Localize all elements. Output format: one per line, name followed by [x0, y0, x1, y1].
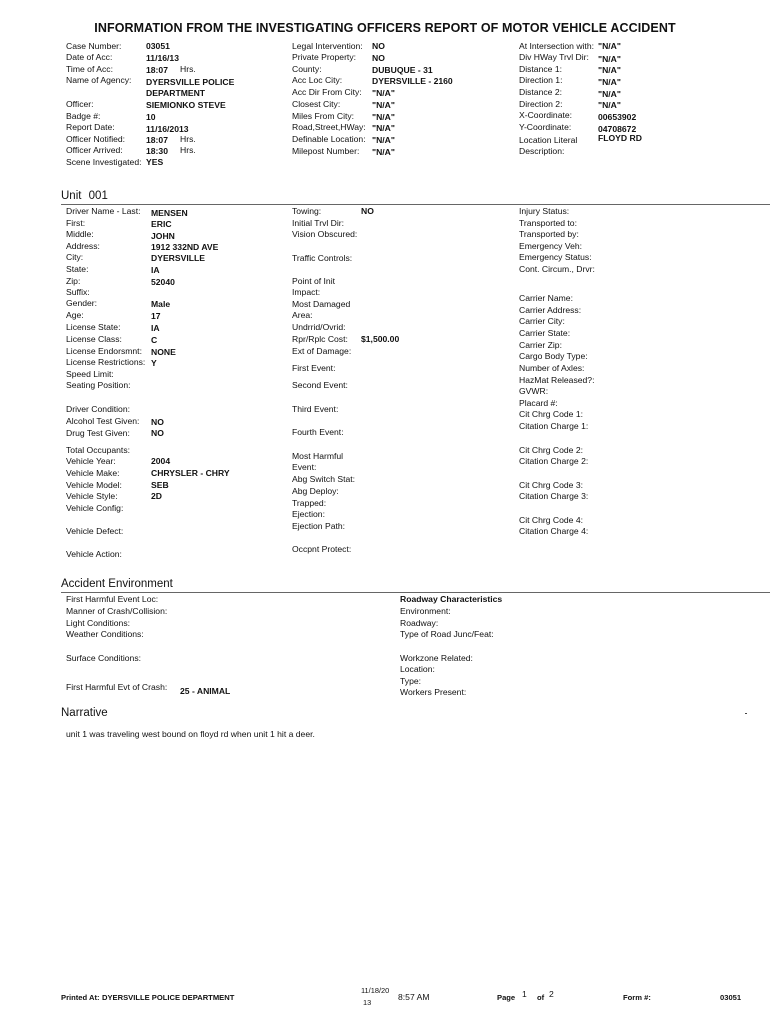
location-label: Location: [400, 664, 435, 674]
direction1-value: "N/A" [598, 77, 621, 87]
drug-test-label: Drug Test Given: [66, 428, 130, 438]
vehicle-model-label: Vehicle Model: [66, 480, 122, 490]
emergency-status-label: Emergency Status: [519, 252, 592, 262]
ejection-label: Ejection: [292, 509, 325, 519]
miles-from-city-label: Miles From City: [292, 111, 355, 121]
definable-location-value: "N/A" [372, 135, 395, 145]
gvwr-label: GVWR: [519, 386, 549, 396]
vehicle-style-value: 2D [151, 491, 162, 501]
vehicle-year-value: 2004 [151, 456, 171, 466]
roadway-label: Roadway: [400, 618, 439, 628]
vehicle-year-label: Vehicle Year: [66, 456, 116, 466]
scene-investigated-label: Scene Investigated: [66, 157, 142, 167]
environment-divider [61, 592, 770, 593]
miles-from-city-value: "N/A" [372, 112, 395, 122]
officer-notified-unit: Hrs. [180, 134, 196, 144]
first-value: ERIC [151, 219, 172, 229]
abg-switch-label: Abg Switch Stat: [292, 474, 356, 484]
margin-mark [745, 713, 747, 714]
unit-heading-label: Unit [61, 190, 82, 202]
license-endorsmnt-value: NONE [151, 347, 176, 357]
age-value: 17 [151, 311, 161, 321]
agency-label: Name of Agency: [66, 75, 132, 85]
div-hway-value: "N/A" [598, 54, 621, 64]
cit-chrg-code1-label: Cit Chrg Code 1: [519, 409, 584, 419]
vehicle-style-label: Vehicle Style: [66, 491, 118, 501]
vehicle-make-label: Vehicle Make: [66, 468, 120, 478]
definable-location-label: Definable Location: [292, 134, 366, 144]
point-of-init-label: Point of Init [292, 276, 335, 286]
license-state-value: IA [151, 323, 160, 333]
environment-heading: Accident Environment [61, 578, 173, 590]
vision-obscured-label: Vision Obscured: [292, 229, 358, 239]
agency-value: DYERSVILLE POLICE [146, 77, 235, 87]
middle-value: JOHN [151, 231, 175, 241]
location-literal-label-2: Description: [519, 146, 565, 156]
cit-chrg-code4-label: Cit Chrg Code 4: [519, 515, 584, 525]
private-property-value: NO [372, 53, 385, 63]
license-restrictions-label: License Restrictions: [66, 357, 146, 367]
gender-value: Male [151, 299, 171, 309]
legal-intervention-label: Legal Intervention: [292, 41, 363, 51]
officer-notified-value: 18:07 [146, 135, 168, 145]
at-intersection-value: "N/A" [598, 41, 621, 51]
cit-chrg-code2-label: Cit Chrg Code 2: [519, 445, 584, 455]
at-intersection-label: At Intersection with: [519, 41, 594, 51]
suffix-label: Suffix: [66, 287, 90, 297]
carrier-name-label: Carrier Name: [519, 293, 573, 303]
vehicle-model-value: SEB [151, 480, 169, 490]
closest-city-label: Closest City: [292, 99, 341, 109]
location-literal-value: FLOYD RD [598, 133, 642, 143]
speed-limit-label: Speed Limit: [66, 369, 114, 379]
abg-deploy-label: Abg Deploy: [292, 486, 339, 496]
x-coordinate-label: X-Coordinate: [519, 110, 573, 120]
unit-heading [61, 190, 108, 202]
officer-arrived-label: Officer Arrived: [66, 145, 123, 155]
license-state-label: License State: [66, 322, 121, 332]
acc-loc-city-label: Acc Loc City: [292, 75, 343, 85]
x-coordinate-value: 00653902 [598, 112, 637, 122]
towing-value: NO [361, 206, 374, 216]
driver-last-value: MENSEN [151, 208, 188, 218]
officer-notified-label: Officer Notified: [66, 134, 126, 144]
badge-value: 10 [146, 112, 156, 122]
placard-label: Placard #: [519, 398, 558, 408]
third-event-label: Third Event: [292, 404, 339, 414]
address-value: 1912 332ND AVE [151, 242, 219, 252]
distance2-label: Distance 2: [519, 87, 562, 97]
type-label: Type: [400, 676, 422, 686]
form-value: 03051 [720, 993, 742, 1002]
officer-arrived-value: 18:30 [146, 146, 168, 156]
transported-to-label: Transported to: [519, 218, 577, 228]
y-coordinate-value: 04708672 [598, 124, 637, 134]
date-of-acc-value: 11/16/13 [146, 53, 179, 63]
print-date-bottom: 13 [363, 998, 372, 1007]
vehicle-action-label: Vehicle Action: [66, 549, 122, 559]
transported-by-label: Transported by: [519, 229, 579, 239]
most-damaged-label-2: Area: [292, 310, 313, 320]
most-harmful-label: Most Harmful [292, 451, 344, 461]
scene-investigated-value: YES [146, 157, 164, 167]
most-harmful-label-2: Event: [292, 462, 317, 472]
unit-divider [61, 204, 770, 205]
cargo-body-label: Cargo Body Type: [519, 351, 588, 361]
legal-intervention-value: NO [372, 41, 385, 51]
of-label: of [537, 993, 545, 1002]
officer-arrived-unit: Hrs. [180, 145, 196, 155]
drug-test-value: NO [151, 428, 164, 438]
direction1-label: Direction 1: [519, 75, 563, 85]
date-of-acc-label: Date of Acc: [66, 52, 113, 62]
alcohol-test-label: Alcohol Test Given: [66, 416, 140, 426]
workzone-related-label: Workzone Related: [400, 653, 473, 663]
license-restrictions-value: Y [151, 358, 157, 368]
address-label: Address: [66, 241, 100, 251]
page-label: Page [497, 993, 516, 1002]
report-title: INFORMATION FROM THE INVESTIGATING OFFICERS REPORT OF MOTOR VEHICLE ACCIDENT [94, 21, 676, 35]
report-date-label: Report Date: [66, 122, 115, 132]
distance1-value: "N/A" [598, 65, 621, 75]
case-number-label: Case Number: [66, 41, 122, 51]
first-harmful-loc-label: First Harmful Event Loc: [66, 594, 159, 604]
direction2-label: Direction 2: [519, 99, 563, 109]
surface-conditions-label: Surface Conditions: [66, 653, 141, 663]
state-label: State: [66, 264, 89, 274]
printed-at-value: DYERSVILLE POLICE DEPARTMENT [102, 993, 235, 1002]
undrrid-label: Undrrid/Ovrid: [292, 322, 346, 332]
form-label: Form #: [623, 993, 651, 1002]
fourth-event-label: Fourth Event: [292, 427, 344, 437]
time-of-acc-unit: Hrs. [180, 64, 196, 74]
location-literal-label: Location Literal [519, 135, 578, 145]
age-label: Age: [66, 310, 84, 320]
middle-label: Middle: [66, 229, 94, 239]
vehicle-defect-label: Vehicle Defect: [66, 526, 124, 536]
vehicle-make-value: CHRYSLER - CHRY [151, 468, 230, 478]
county-label: County: [292, 64, 322, 74]
license-endorsmnt-label: License Endorsmnt: [66, 346, 142, 356]
weather-conditions-label: Weather Conditions: [66, 629, 144, 639]
first-harmful-evt-value: 25 - ANIMAL [180, 686, 231, 696]
alcohol-test-value: NO [151, 417, 164, 427]
trapped-label: Trapped: [292, 498, 327, 508]
time-of-acc-value: 18:07 [146, 65, 168, 75]
point-of-init-label-2: Impact: [292, 287, 321, 297]
milepost-value: "N/A" [372, 147, 395, 157]
rpr-cost-label: Rpr/Rplc Cost: [292, 334, 348, 344]
injury-status-label: Injury Status: [519, 206, 570, 216]
acc-loc-city-value: DYERSVILLE - 2160 [372, 76, 453, 86]
license-class-value: C [151, 335, 158, 345]
driver-condition-label: Driver Condition: [66, 404, 130, 414]
page-total: 2 [549, 989, 554, 999]
first-label: First: [66, 218, 86, 228]
state-value: IA [151, 265, 160, 275]
div-hway-label: Div HWay Trvl Dir: [519, 52, 589, 62]
traffic-controls-label: Traffic Controls: [292, 253, 353, 263]
vehicle-config-label: Vehicle Config: [66, 503, 124, 513]
acc-dir-value: "N/A" [372, 88, 395, 98]
rpr-cost-value: $1,500.00 [361, 334, 400, 344]
carrier-address-label: Carrier Address: [519, 305, 582, 315]
narrative-heading: Narrative [61, 707, 108, 719]
citation-charge2-label: Citation Charge 2: [519, 456, 589, 466]
closest-city-value: "N/A" [372, 100, 395, 110]
officer-value: SIEMIONKO STEVE [146, 100, 226, 110]
private-property-label: Private Property: [292, 52, 356, 62]
carrier-state-label: Carrier State: [519, 328, 571, 338]
road-street-value: "N/A" [372, 123, 395, 133]
case-number-value: 03051 [146, 41, 170, 51]
carrier-city-label: Carrier City: [519, 316, 565, 326]
direction2-value: "N/A" [598, 100, 621, 110]
acc-dir-label: Acc Dir From City: [292, 87, 362, 97]
initial-trvl-dir-label: Initial Trvl Dir: [292, 218, 345, 228]
roadway-characteristics-heading: Roadway Characteristics [400, 594, 503, 604]
light-conditions-label: Light Conditions: [66, 618, 131, 628]
ejection-path-label: Ejection Path: [292, 521, 346, 531]
cit-chrg-code3-label: Cit Chrg Code 3: [519, 480, 584, 490]
y-coordinate-label: Y-Coordinate: [519, 122, 572, 132]
badge-label: Badge #: [66, 111, 101, 121]
page-number: 1 [522, 989, 527, 999]
total-occupants-label: Total Occupants: [66, 445, 131, 455]
occpnt-protect-label: Occpnt Protect: [292, 544, 352, 554]
city-label: City: [66, 252, 84, 262]
ext-damage-label: Ext of Damage: [292, 346, 352, 356]
print-date-top: 11/18/20 [361, 986, 390, 995]
citation-charge1-label: Citation Charge 1: [519, 421, 589, 431]
license-class-label: License Class: [66, 334, 122, 344]
hazmat-label: HazMat Released?: [519, 375, 595, 385]
narrative-text: unit 1 was traveling west bound on floyd rd when unit 1 hit a deer. [66, 729, 315, 739]
most-damaged-label: Most Damaged [292, 299, 351, 309]
county-value: DUBUQUE - 31 [372, 65, 433, 75]
carrier-zip-label: Carrier Zip: [519, 340, 562, 350]
towing-label: Towing: [292, 206, 322, 216]
city-value: DYERSVILLE [151, 253, 205, 263]
unit-number: 001 [88, 190, 108, 202]
zip-value: 52040 [151, 277, 175, 287]
report-date-value: 11/16/2013 [146, 124, 189, 134]
seating-position-label: Seating Position: [66, 380, 131, 390]
gender-label: Gender: [66, 298, 98, 308]
number-axles-label: Number of Axles: [519, 363, 585, 373]
distance2-value: "N/A" [598, 89, 621, 99]
road-street-label: Road,Street,HWay: [292, 122, 366, 132]
milepost-label: Milepost Number: [292, 146, 360, 156]
road-junc-label: Type of Road Junc/Feat: [400, 629, 494, 639]
environment-label: Environment: [400, 606, 451, 616]
time-of-acc-label: Time of Acc: [66, 64, 113, 74]
citation-charge4-label: Citation Charge 4: [519, 526, 589, 536]
citation-charge3-label: Citation Charge 3: [519, 491, 589, 501]
distance1-label: Distance 1: [519, 64, 562, 74]
first-event-label: First Event: [292, 363, 336, 373]
officer-label: Officer: [66, 99, 94, 109]
manner-crash-label: Manner of Crash/Collision: [66, 606, 168, 616]
printed-at-label: Printed At: [61, 993, 100, 1002]
print-time: 8:57 AM [398, 992, 430, 1002]
emergency-veh-label: Emergency Veh: [519, 241, 583, 251]
zip-label: Zip: [66, 276, 81, 286]
first-harmful-evt-label: First Harmful Evt of Crash: [66, 682, 168, 692]
agency-value-2: DEPARTMENT [146, 88, 206, 98]
driver-last-label: Driver Name - Last: [66, 206, 141, 216]
workers-present-label: Workers Present: [400, 687, 467, 697]
second-event-label: Second Event: [292, 380, 348, 390]
cont-circum-label: Cont. Circum., Drvr: [519, 264, 595, 274]
